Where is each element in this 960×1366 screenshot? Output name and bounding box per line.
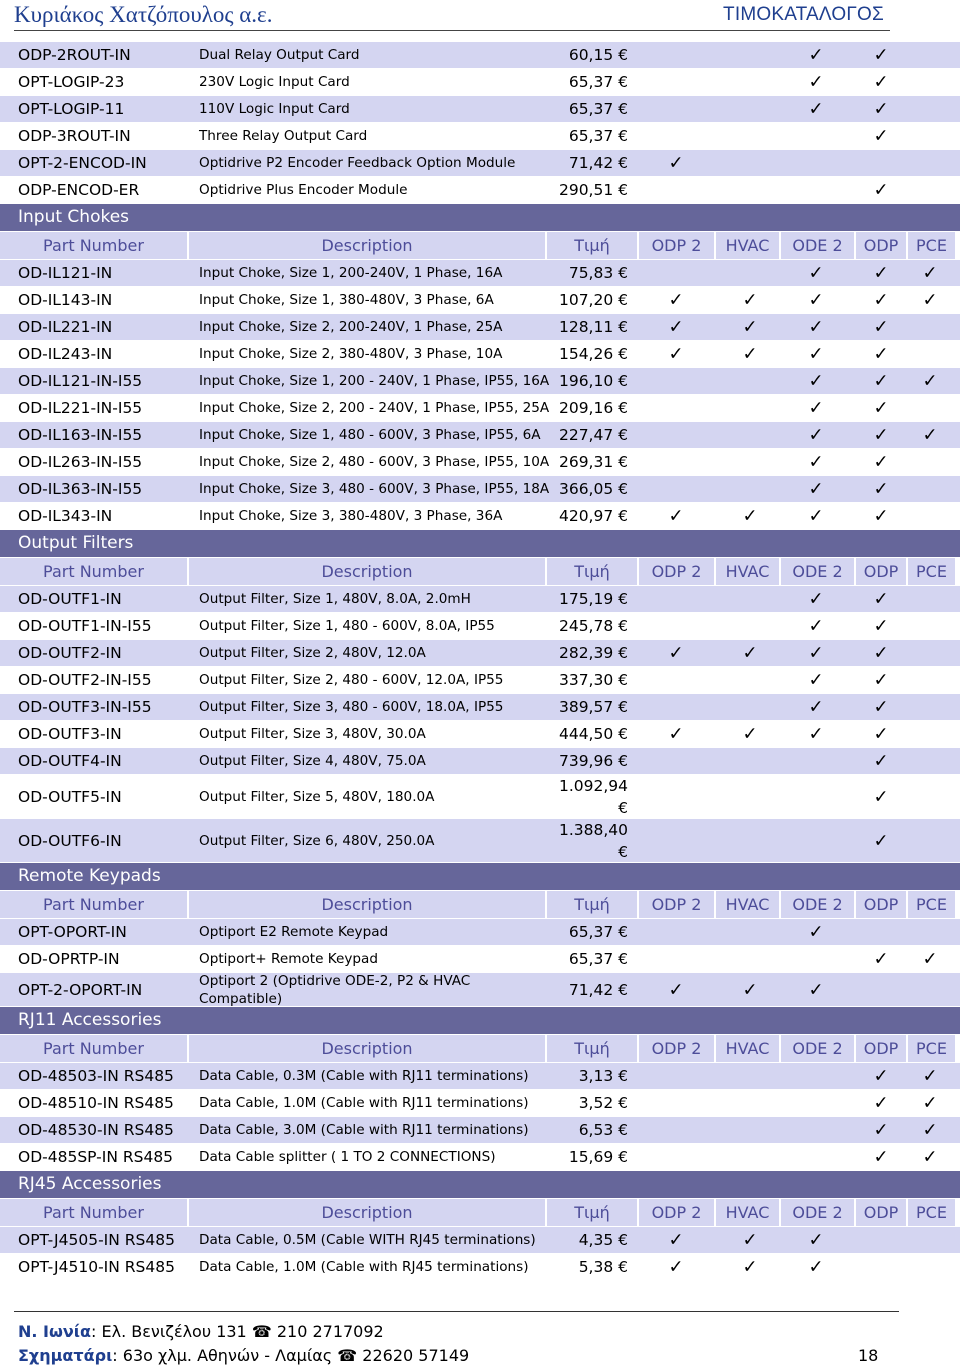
description: Optiport E2 Remote Keypad <box>199 924 389 940</box>
table-row <box>0 368 960 394</box>
price: 245,78 € <box>558 617 628 635</box>
check-icon: ✓ <box>922 1065 938 1087</box>
part-number: OD-OUTF1-IN-I55 <box>18 617 152 635</box>
column-header-c3: ODE 2 <box>781 232 854 259</box>
check-icon: ✓ <box>873 451 889 473</box>
price: 3,13 € <box>578 1067 628 1085</box>
part-number: OD-IL143-IN <box>18 291 113 309</box>
section-title: RJ11 Accessories <box>18 1010 162 1030</box>
description: Data Cable, 0.5M (Cable WITH RJ45 terminations) <box>199 1232 536 1248</box>
description: Output Filter, Size 3, 480 - 600V, 18.0A, IP55 <box>199 699 504 715</box>
check-icon: ✓ <box>668 642 684 664</box>
check-icon: ✓ <box>873 71 889 93</box>
check-icon: ✓ <box>922 1146 938 1168</box>
check-icon: ✓ <box>808 71 824 93</box>
price: 389,57 € <box>558 698 628 716</box>
table-row <box>0 1254 960 1280</box>
column-header-c2: HVAC <box>716 1199 779 1226</box>
description: Optiport+ Remote Keypad <box>199 951 379 967</box>
part-number: OD-OUTF1-IN <box>18 590 122 608</box>
check-icon: ✓ <box>873 370 889 392</box>
check-icon: ✓ <box>873 750 889 772</box>
table-row <box>0 1117 960 1143</box>
check-icon: ✓ <box>742 316 758 338</box>
price: 4,35 € <box>578 1231 628 1249</box>
price: 209,16 € <box>558 399 628 417</box>
check-icon: ✓ <box>922 1119 938 1141</box>
table-row <box>0 314 960 340</box>
check-icon: ✓ <box>873 642 889 664</box>
footer-city-2: Σχηματάρι <box>18 1346 113 1365</box>
column-header-price: Τιμή <box>547 1199 637 1226</box>
part-number: OPT-LOGIP-11 <box>18 100 125 118</box>
description: Data Cable, 1.0M (Cable with RJ45 terminations) <box>199 1259 529 1275</box>
part-number: OD-IL343-IN <box>18 507 113 525</box>
table-row <box>0 395 960 421</box>
column-header-c2: HVAC <box>716 1035 779 1062</box>
check-icon: ✓ <box>808 370 824 392</box>
check-icon: ✓ <box>922 289 938 311</box>
check-icon: ✓ <box>873 588 889 610</box>
description: Optidrive P2 Encoder Feedback Option Module <box>199 155 516 171</box>
price: 1.092,94 € <box>558 776 628 817</box>
telephone-icon: ☎ <box>251 1322 272 1341</box>
column-header-price: Τιμή <box>547 891 637 918</box>
check-icon: ✓ <box>808 1229 824 1251</box>
check-icon: ✓ <box>668 152 684 174</box>
part-number: OD-OUTF4-IN <box>18 752 122 770</box>
column-header-desc: Description <box>189 1199 545 1226</box>
table-row <box>0 613 960 639</box>
footer-city-1: Ν. Ιωνία <box>18 1322 92 1341</box>
description: 230V Logic Input Card <box>199 74 350 90</box>
column-header-c5: PCE <box>908 232 955 259</box>
description: Data Cable, 3.0M (Cable with RJ11 terminations) <box>199 1122 529 1138</box>
price: 15,69 € <box>568 1148 628 1166</box>
column-header-price: Τιμή <box>547 558 637 585</box>
column-header-part: Part Number <box>0 1199 187 1226</box>
table-row <box>0 586 960 612</box>
description: 110V Logic Input Card <box>199 101 350 117</box>
check-icon: ✓ <box>808 921 824 943</box>
description: Data Cable splitter ( 1 TO 2 CONNECTIONS) <box>199 1149 496 1165</box>
part-number: OD-OUTF3-IN-I55 <box>18 698 152 716</box>
table-row <box>0 919 960 945</box>
part-number: OD-IL363-IN-I55 <box>18 480 143 498</box>
section-title: RJ45 Accessories <box>18 1174 162 1194</box>
description: Three Relay Output Card <box>199 128 368 144</box>
footer-phone-2: 22620 57149 <box>357 1346 470 1365</box>
section-title-bar <box>0 530 960 557</box>
check-icon: ✓ <box>668 1256 684 1278</box>
table-row <box>0 69 960 95</box>
price: 739,96 € <box>558 752 628 770</box>
price: 71,42 € <box>568 154 628 172</box>
price: 337,30 € <box>558 671 628 689</box>
column-header-c5: PCE <box>908 891 955 918</box>
description: Input Choke, Size 2, 380-480V, 3 Phase, 10A <box>199 346 503 362</box>
check-icon: ✓ <box>668 343 684 365</box>
description: Output Filter, Size 3, 480V, 30.0A <box>199 726 426 742</box>
price: 444,50 € <box>558 725 628 743</box>
part-number: ODP-ENCOD-ER <box>18 181 140 199</box>
column-header-desc: Description <box>189 1035 545 1062</box>
check-icon: ✓ <box>668 289 684 311</box>
check-icon: ✓ <box>873 289 889 311</box>
column-header-desc: Description <box>189 558 545 585</box>
check-icon: ✓ <box>922 948 938 970</box>
price: 65,37 € <box>568 923 628 941</box>
table-row <box>0 973 960 1006</box>
column-header-part: Part Number <box>0 232 187 259</box>
part-number: OPT-2-ENCOD-IN <box>18 154 147 172</box>
description: Output Filter, Size 6, 480V, 250.0A <box>199 832 435 849</box>
table-row <box>0 150 960 176</box>
price: 420,97 € <box>558 507 628 525</box>
check-icon: ✓ <box>873 696 889 718</box>
description: Output Filter, Size 5, 480V, 180.0A <box>199 788 435 805</box>
price: 65,37 € <box>568 73 628 91</box>
check-icon: ✓ <box>808 289 824 311</box>
check-icon: ✓ <box>873 424 889 446</box>
section-title-bar <box>0 863 960 890</box>
column-header-c1: ODP 2 <box>639 558 714 585</box>
check-icon: ✓ <box>808 98 824 120</box>
column-header-c5: PCE <box>908 1035 955 1062</box>
table-row <box>0 1063 960 1089</box>
price: 71,42 € <box>568 980 628 999</box>
check-icon: ✓ <box>873 615 889 637</box>
footer-address-2 <box>18 1346 469 1365</box>
check-icon: ✓ <box>808 979 824 1000</box>
table-row <box>0 946 960 972</box>
column-header-c4: ODP <box>856 1035 906 1062</box>
description: Output Filter, Size 4, 480V, 75.0A <box>199 753 426 769</box>
column-header-desc: Description <box>189 232 545 259</box>
price: 5,38 € <box>578 1258 628 1276</box>
part-number: OD-OPRTP-IN <box>18 950 120 968</box>
part-number: OD-IL221-IN-I55 <box>18 399 143 417</box>
check-icon: ✓ <box>808 343 824 365</box>
company-name: Κυριάκος Χατζόπουλος α.ε. <box>14 2 273 27</box>
table-row <box>0 819 960 862</box>
price: 1.388,40 € <box>558 820 628 861</box>
check-icon: ✓ <box>922 370 938 392</box>
column-header-c4: ODP <box>856 1199 906 1226</box>
table-row <box>0 503 960 529</box>
column-header-part: Part Number <box>0 891 187 918</box>
check-icon: ✓ <box>742 642 758 664</box>
check-icon: ✓ <box>808 44 824 66</box>
table-row <box>0 177 960 203</box>
check-icon: ✓ <box>873 262 889 284</box>
check-icon: ✓ <box>873 125 889 147</box>
description: Input Choke, Size 1, 380-480V, 3 Phase, 6A <box>199 292 494 308</box>
description: Optiport 2 (Optidrive ODE-2, P2 & HVAC Compatible) <box>199 972 471 1007</box>
column-header-row <box>0 558 960 585</box>
column-header-c4: ODP <box>856 232 906 259</box>
table-row <box>0 287 960 313</box>
check-icon: ✓ <box>808 642 824 664</box>
check-icon: ✓ <box>873 44 889 66</box>
column-header-c1: ODP 2 <box>639 891 714 918</box>
column-header-price: Τιμή <box>547 1035 637 1062</box>
part-number: OD-48503-IN RS485 <box>18 1067 174 1085</box>
price-table <box>0 42 960 1281</box>
description: Input Choke, Size 2, 200-240V, 1 Phase, 25A <box>199 319 503 335</box>
check-icon: ✓ <box>873 316 889 338</box>
check-icon: ✓ <box>808 669 824 691</box>
check-icon: ✓ <box>668 1229 684 1251</box>
description: Optidrive Plus Encoder Module <box>199 182 408 198</box>
check-icon: ✓ <box>873 343 889 365</box>
part-number: OD-OUTF2-IN <box>18 644 122 662</box>
price: 65,37 € <box>568 100 628 118</box>
check-icon: ✓ <box>742 979 758 1000</box>
check-icon: ✓ <box>873 723 889 745</box>
description: Input Choke, Size 3, 480 - 600V, 3 Phase, IP55, 18A <box>199 481 550 497</box>
header-divider <box>14 30 890 31</box>
part-number: OD-OUTF2-IN-I55 <box>18 671 152 689</box>
check-icon: ✓ <box>742 505 758 527</box>
description: Input Choke, Size 3, 380-480V, 3 Phase, 36A <box>199 508 503 524</box>
column-header-c3: ODE 2 <box>781 1199 854 1226</box>
description: Input Choke, Size 1, 200-240V, 1 Phase, 16A <box>199 265 503 281</box>
check-icon: ✓ <box>873 1065 889 1087</box>
check-icon: ✓ <box>668 979 684 1000</box>
price: 366,05 € <box>558 480 628 498</box>
check-icon: ✓ <box>873 786 889 807</box>
section-title: Input Chokes <box>18 207 130 227</box>
column-header-row <box>0 1199 960 1226</box>
check-icon: ✓ <box>873 1119 889 1141</box>
check-icon: ✓ <box>873 478 889 500</box>
column-header-c4: ODP <box>856 891 906 918</box>
footer-divider <box>14 1311 899 1312</box>
table-row <box>0 640 960 666</box>
column-header-c1: ODP 2 <box>639 1035 714 1062</box>
part-number: OPT-LOGIP-23 <box>18 73 125 91</box>
check-icon: ✓ <box>873 397 889 419</box>
table-row <box>0 748 960 774</box>
section-title: Output Filters <box>18 533 134 553</box>
check-icon: ✓ <box>873 179 889 201</box>
check-icon: ✓ <box>873 1146 889 1168</box>
check-icon: ✓ <box>668 505 684 527</box>
check-icon: ✓ <box>808 696 824 718</box>
check-icon: ✓ <box>668 723 684 745</box>
part-number: OD-IL243-IN <box>18 345 113 363</box>
check-icon: ✓ <box>922 1092 938 1114</box>
check-icon: ✓ <box>808 397 824 419</box>
part-number: OPT-J4510-IN RS485 <box>18 1258 175 1276</box>
description: Input Choke, Size 2, 200 - 240V, 1 Phase, IP55, 25A <box>199 400 550 416</box>
price: 154,26 € <box>558 345 628 363</box>
price: 128,11 € <box>558 318 628 336</box>
page-header <box>0 0 960 30</box>
part-number: ODP-2ROUT-IN <box>18 46 131 64</box>
check-icon: ✓ <box>873 830 889 851</box>
section-title-bar <box>0 1007 960 1034</box>
section-title-bar <box>0 1171 960 1198</box>
check-icon: ✓ <box>808 424 824 446</box>
table-row <box>0 422 960 448</box>
check-icon: ✓ <box>922 424 938 446</box>
price: 290,51 € <box>558 181 628 199</box>
check-icon: ✓ <box>922 262 938 284</box>
check-icon: ✓ <box>742 289 758 311</box>
check-icon: ✓ <box>742 723 758 745</box>
description: Data Cable, 1.0M (Cable with RJ11 terminations) <box>199 1095 529 1111</box>
telephone-icon: ☎ <box>337 1346 358 1365</box>
part-number: OPT-OPORT-IN <box>18 923 127 941</box>
column-header-c1: ODP 2 <box>639 1199 714 1226</box>
check-icon: ✓ <box>873 948 889 970</box>
column-header-c3: ODE 2 <box>781 891 854 918</box>
price: 196,10 € <box>558 372 628 390</box>
description: Input Choke, Size 1, 480 - 600V, 3 Phase, IP55, 6A <box>199 427 541 443</box>
footer-addr-1: : Ελ. Βενιζέλου 131 <box>91 1322 252 1341</box>
price: 60,15 € <box>568 46 628 64</box>
part-number: OD-IL263-IN-I55 <box>18 453 143 471</box>
footer-address-1 <box>18 1322 384 1341</box>
column-header-c1: ODP 2 <box>639 232 714 259</box>
column-header-row <box>0 891 960 918</box>
check-icon: ✓ <box>808 451 824 473</box>
part-number: OD-OUTF3-IN <box>18 725 122 743</box>
description: Output Filter, Size 2, 480V, 12.0A <box>199 645 426 661</box>
table-row <box>0 667 960 693</box>
table-row <box>0 1090 960 1116</box>
check-icon: ✓ <box>742 1256 758 1278</box>
section-title: Remote Keypads <box>18 866 161 886</box>
price: 75,83 € <box>568 264 628 282</box>
price: 175,19 € <box>558 590 628 608</box>
column-header-c4: ODP <box>856 558 906 585</box>
column-header-c5: PCE <box>908 1199 955 1226</box>
column-header-row <box>0 232 960 259</box>
check-icon: ✓ <box>808 478 824 500</box>
price: 65,37 € <box>568 127 628 145</box>
column-header-desc: Description <box>189 891 545 918</box>
check-icon: ✓ <box>873 1092 889 1114</box>
section-title-bar <box>0 204 960 231</box>
column-header-part: Part Number <box>0 1035 187 1062</box>
page-number: 18 <box>858 1346 879 1365</box>
price: 282,39 € <box>558 644 628 662</box>
check-icon: ✓ <box>808 316 824 338</box>
table-row <box>0 476 960 502</box>
table-row <box>0 341 960 367</box>
check-icon: ✓ <box>742 343 758 365</box>
column-header-c5: PCE <box>908 558 955 585</box>
price: 3,52 € <box>578 1094 628 1112</box>
part-number: OD-IL121-IN-I55 <box>18 372 143 390</box>
price: 107,20 € <box>558 291 628 309</box>
table-row <box>0 42 960 68</box>
price: 6,53 € <box>578 1121 628 1139</box>
column-header-c2: HVAC <box>716 891 779 918</box>
description: Data Cable, 0.3M (Cable with RJ11 terminations) <box>199 1068 529 1084</box>
table-row <box>0 694 960 720</box>
table-row <box>0 123 960 149</box>
check-icon: ✓ <box>873 505 889 527</box>
check-icon: ✓ <box>808 588 824 610</box>
check-icon: ✓ <box>808 615 824 637</box>
table-row <box>0 775 960 818</box>
table-row <box>0 721 960 747</box>
table-row <box>0 1144 960 1170</box>
description: Input Choke, Size 2, 480 - 600V, 3 Phase, IP55, 10A <box>199 454 550 470</box>
column-header-part: Part Number <box>0 558 187 585</box>
column-header-c3: ODE 2 <box>781 1035 854 1062</box>
part-number: OD-IL221-IN <box>18 318 113 336</box>
check-icon: ✓ <box>808 723 824 745</box>
description: Output Filter, Size 2, 480 - 600V, 12.0A, IP55 <box>199 672 504 688</box>
table-row <box>0 260 960 286</box>
check-icon: ✓ <box>742 1229 758 1251</box>
part-number: OD-IL121-IN <box>18 264 113 282</box>
column-header-row <box>0 1035 960 1062</box>
price: 65,37 € <box>568 950 628 968</box>
check-icon: ✓ <box>808 262 824 284</box>
part-number: OD-48510-IN RS485 <box>18 1094 174 1112</box>
table-row <box>0 96 960 122</box>
check-icon: ✓ <box>873 98 889 120</box>
column-header-c2: HVAC <box>716 232 779 259</box>
description: Input Choke, Size 1, 200 - 240V, 1 Phase, IP55, 16A <box>199 373 550 389</box>
table-row <box>0 449 960 475</box>
footer-addr-2: : 63ο χλμ. Αθηνών - Λαμίας <box>112 1346 338 1365</box>
part-number: OD-OUTF6-IN <box>18 831 122 850</box>
description: Output Filter, Size 1, 480V, 8.0A, 2.0mH <box>199 591 471 607</box>
check-icon: ✓ <box>808 1256 824 1278</box>
description: Dual Relay Output Card <box>199 47 360 63</box>
column-header-price: Τιμή <box>547 232 637 259</box>
part-number: OD-IL163-IN-I55 <box>18 426 143 444</box>
description: Output Filter, Size 1, 480 - 600V, 8.0A, IP55 <box>199 618 495 634</box>
part-number: OD-485SP-IN RS485 <box>18 1148 174 1166</box>
check-icon: ✓ <box>668 316 684 338</box>
price: 227,47 € <box>558 426 628 444</box>
check-icon: ✓ <box>808 505 824 527</box>
column-header-c2: HVAC <box>716 558 779 585</box>
part-number: OPT-J4505-IN RS485 <box>18 1231 175 1249</box>
document-title: ΤΙΜΟΚΑΤΑΛΟΓΟΣ <box>723 4 884 25</box>
price: 269,31 € <box>558 453 628 471</box>
part-number: OPT-2-OPORT-IN <box>18 980 143 999</box>
check-icon: ✓ <box>873 669 889 691</box>
part-number: ODP-3ROUT-IN <box>18 127 131 145</box>
column-header-c3: ODE 2 <box>781 558 854 585</box>
table-row <box>0 1227 960 1253</box>
footer-phone-1: 210 2717092 <box>271 1322 384 1341</box>
part-number: OD-48530-IN RS485 <box>18 1121 174 1139</box>
part-number: OD-OUTF5-IN <box>18 787 122 806</box>
